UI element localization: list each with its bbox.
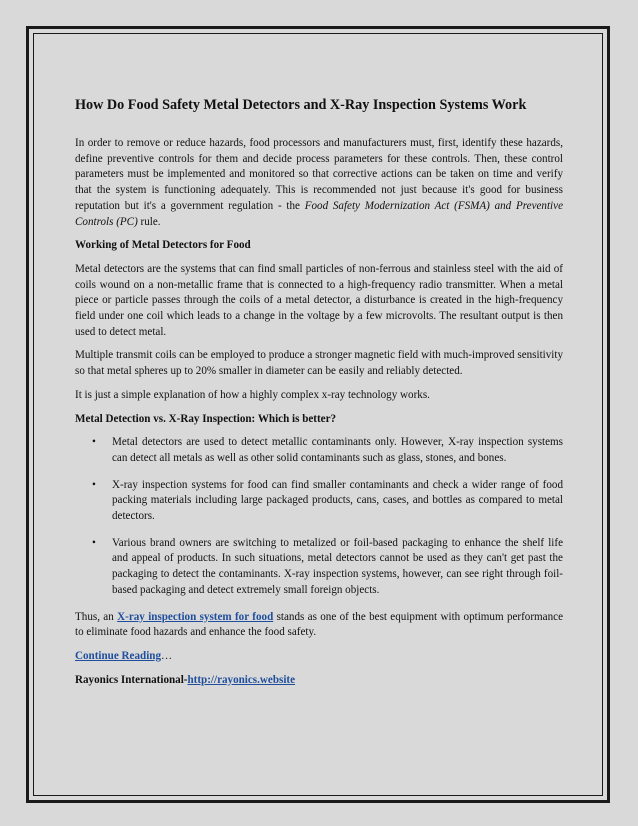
list-item: [75, 536, 563, 599]
xray-system-link[interactable]: X-ray inspection system for food: [117, 610, 274, 623]
section1-paragraph-1: Metal detectors are the systems that can find small particles of non-ferrous and stainless steel with the aid of coils wound on a non-metallic frame that is connected to a high-frequency radio transmitter. When a metal piece or particle passes through the coils of a metal detector, a disturbance is created in the high-frequency field under one coil which leads to a change in the voltage by a few microvolts. The resultant output is then used to detect metal.: [75, 262, 563, 338]
conclusion-paragraph: [75, 610, 563, 641]
intro-text: In order to remove or reduce hazards, food processors and manufacturers must, first, identify these hazards, define preventive controls for them and decide process parameters for these controls. Then, these control parameters must be implemented and monitored so that corrective actions can be taken on time and verify that the system is functioning adequately. This is recommended not just because it's good for business reputation but it's a government regulation - the: [75, 137, 563, 212]
list-item: [75, 478, 563, 525]
list-item-text: X-ray inspection systems for food can find smaller contaminants and check a wider range of food packing materials including large packaged products, cans, cases, and bottles as compared to metal detectors.: [112, 478, 563, 523]
signature-line: [75, 673, 563, 689]
intro-end: rule.: [137, 215, 161, 228]
conclusion-after: stands as one of the best equipment with optimum performance to eliminate food hazards and enhance the food safety.: [75, 610, 563, 639]
list-item-text: Various brand owners are switching to metalized or foil-based packaging to enhance the shelf life and appeal of products. In such situations, metal detectors cannot be used as they can't get past the packaging to detect the contaminants. X-ray inspection systems, however, can see right through foil-based packaging and detect extremely small foreign objects.: [112, 536, 563, 596]
continue-ellipsis: …: [161, 649, 173, 662]
intro-italic: Food Safety Modernization Act (FSMA) and Preventive Controls (PC): [75, 199, 563, 228]
section-heading-comparison: Metal Detection vs. X-Ray Inspection: Which is better?: [75, 412, 337, 425]
document-body: [75, 96, 563, 696]
company-website-link[interactable]: http://rayonics.website: [187, 673, 296, 686]
document-title: How Do Food Safety Metal Detectors and X-Ray Inspection Systems Work: [75, 97, 527, 113]
list-item-text: Metal detectors are used to detect metallic contaminants only. However, X-ray inspection systems can detect all metals as well as other solid contaminants such as glass, stones, and bones.: [112, 436, 563, 464]
conclusion-before: Thus, an: [75, 610, 118, 623]
list-item: [75, 435, 563, 466]
section-heading-metal-detectors: Working of Metal Detectors for Food: [75, 239, 251, 252]
bullet-icon: •: [92, 536, 96, 549]
intro-paragraph: [75, 136, 563, 230]
comparison-list: [75, 435, 563, 598]
bullet-icon: •: [92, 478, 96, 491]
continue-reading-link[interactable]: Continue Reading: [75, 649, 161, 662]
company-name: Rayonics International-: [75, 673, 188, 686]
continue-paragraph: [75, 649, 563, 665]
section1-paragraph-2: Multiple transmit coils can be employed to produce a stronger magnetic field with much-improved sensitivity so that metal spheres up to 20% smaller in diameter can be easily and reliably detected.: [75, 349, 563, 378]
section1-paragraph-3: It is just a simple explanation of how a highly complex x-ray technology works.: [75, 388, 430, 401]
bullet-icon: •: [92, 436, 96, 449]
